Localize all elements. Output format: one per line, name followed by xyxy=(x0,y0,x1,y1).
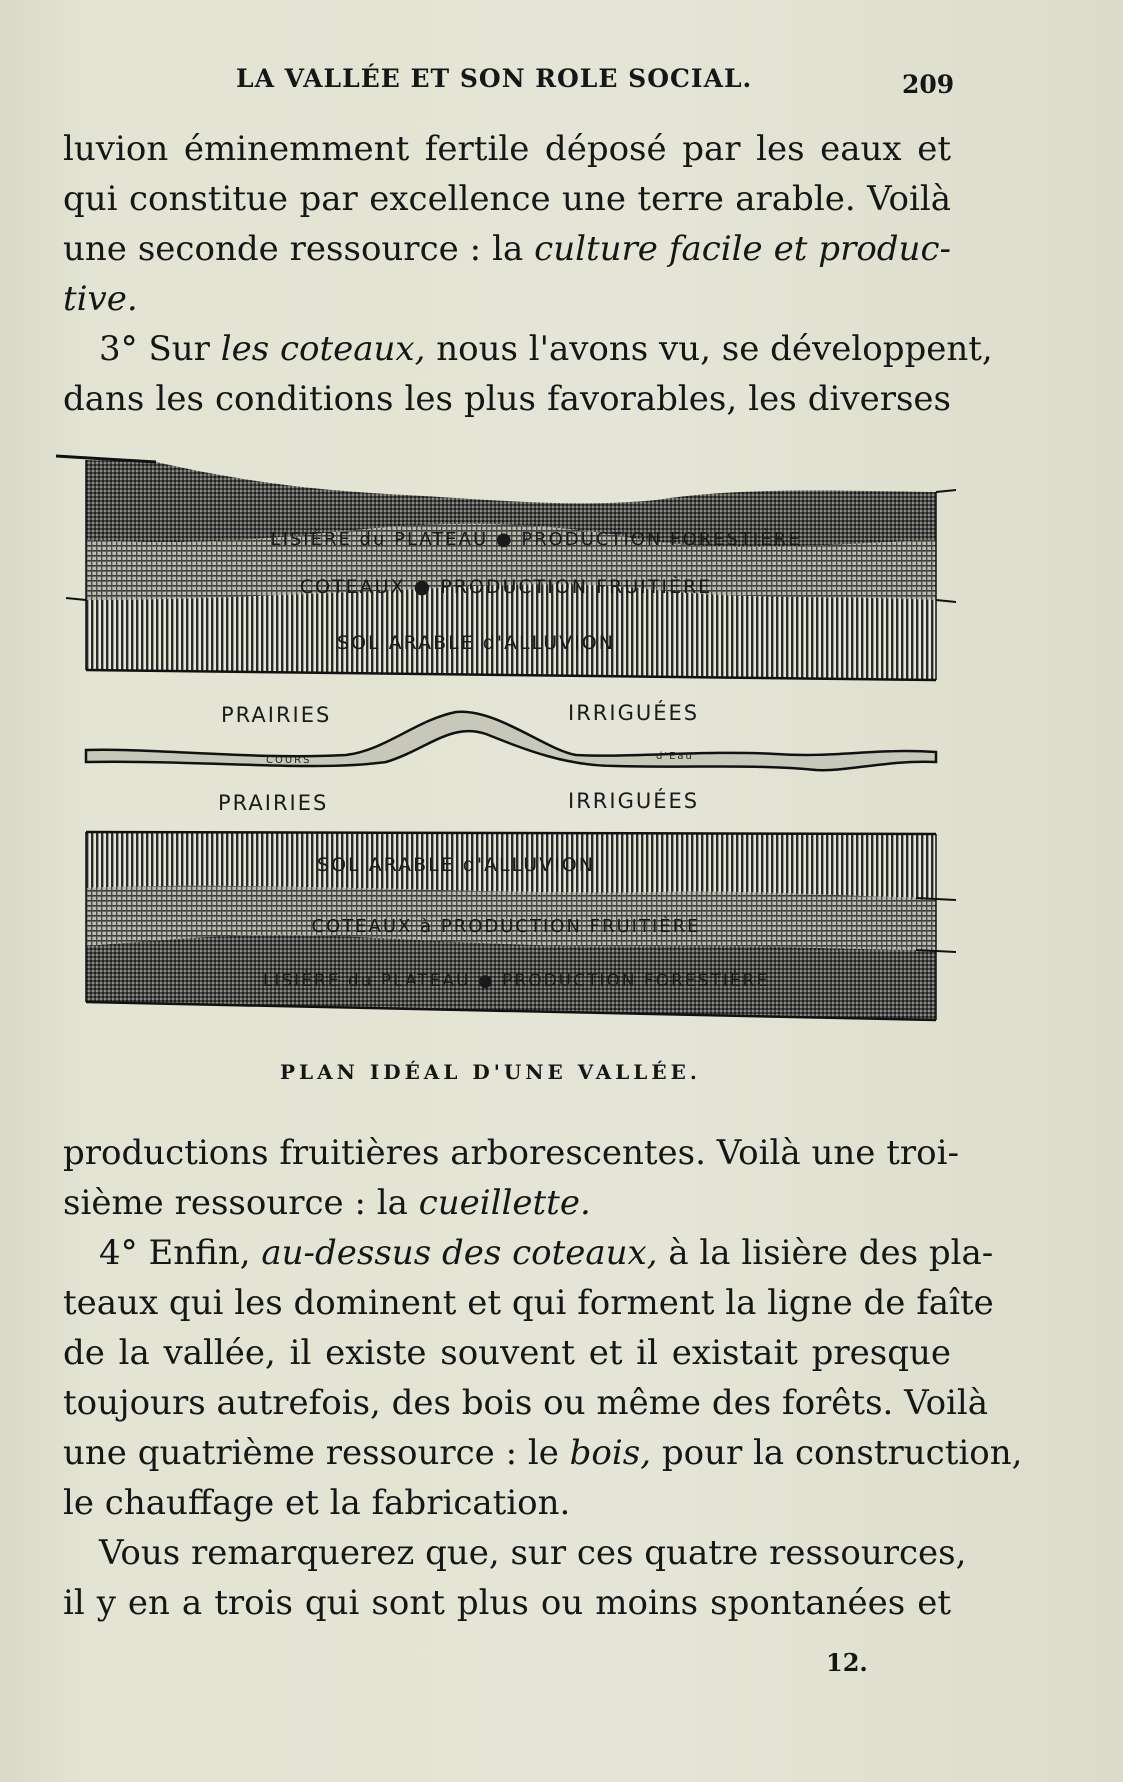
meadow-label: PRAIRIES xyxy=(218,791,329,815)
text-line: 4° Enfin, au-dessus des coteaux, à la lisière des pla- xyxy=(99,1233,994,1273)
meadow-label: IRRIGUÉES xyxy=(568,789,700,813)
river-label: COURS xyxy=(266,755,312,766)
text-line: qui constitue par excellence une terre arable. Voilà xyxy=(63,179,951,219)
paragraph-bottom xyxy=(63,1128,1023,1628)
band-label: COTEAUX ● PRODUCTION FRUITIÈRE xyxy=(299,576,713,598)
text-line: le chauffage et la fabrication. xyxy=(63,1483,571,1523)
text-line: tive. xyxy=(63,279,138,319)
text-line: une seconde ressource : la culture facile et produc- xyxy=(63,229,951,269)
band-label: LISIÈRE du PLATEAU ● PRODUCTION FORESTIÈRE xyxy=(262,971,770,991)
text-line: productions fruitières arborescentes. Voilà une troi- xyxy=(63,1133,959,1173)
text-line: 3° Sur les coteaux, nous l'avons vu, se développent, xyxy=(99,329,993,369)
text-line: luvion éminemment fertile déposé par les eaux et xyxy=(63,129,951,169)
meadow-label: PRAIRIES xyxy=(221,703,332,727)
signature-mark: 12. xyxy=(826,1648,868,1677)
text-line: il y en a trois qui sont plus ou moins spontanées et xyxy=(63,1583,951,1623)
running-title: LA VALLÉE ET SON ROLE SOCIAL. xyxy=(236,64,753,93)
text-line: de la vallée, il existe souvent et il existait presque xyxy=(63,1333,951,1373)
band-label: SOL ARABLE d'ALLUVION xyxy=(317,854,595,876)
band-label: COTEAUX à PRODUCTION FRUITIÈRE xyxy=(311,916,701,937)
band-label: LISIÈRE du PLATEAU ● PRODUCTION FORESTIÈRE xyxy=(270,529,802,550)
text-line: dans les conditions les plus favorables, les diverses xyxy=(63,379,951,419)
text-line: sième ressource : la cueillette. xyxy=(63,1183,591,1223)
river-label: d'Eau xyxy=(656,751,694,762)
band-label: SOL ARABLE d'ALLUVION xyxy=(337,632,615,654)
text-line: Vous remarquerez que, sur ces quatre ressources, xyxy=(99,1533,967,1573)
river-shape xyxy=(86,712,936,770)
page-number: 209 xyxy=(902,70,955,99)
meadow-label: IRRIGUÉES xyxy=(568,701,700,725)
valley-plan-figure xyxy=(56,450,956,1030)
text-line: toujours autrefois, des bois ou même des forêts. Voilà xyxy=(63,1383,989,1423)
paragraph-top xyxy=(63,124,993,424)
figure-caption: PLAN IDÉAL D'UNE VALLÉE. xyxy=(280,1060,701,1084)
text-line: une quatrième ressource : le bois, pour la construction, xyxy=(63,1433,1023,1473)
text-line: teaux qui les dominent et qui forment la ligne de faîte xyxy=(63,1283,994,1323)
